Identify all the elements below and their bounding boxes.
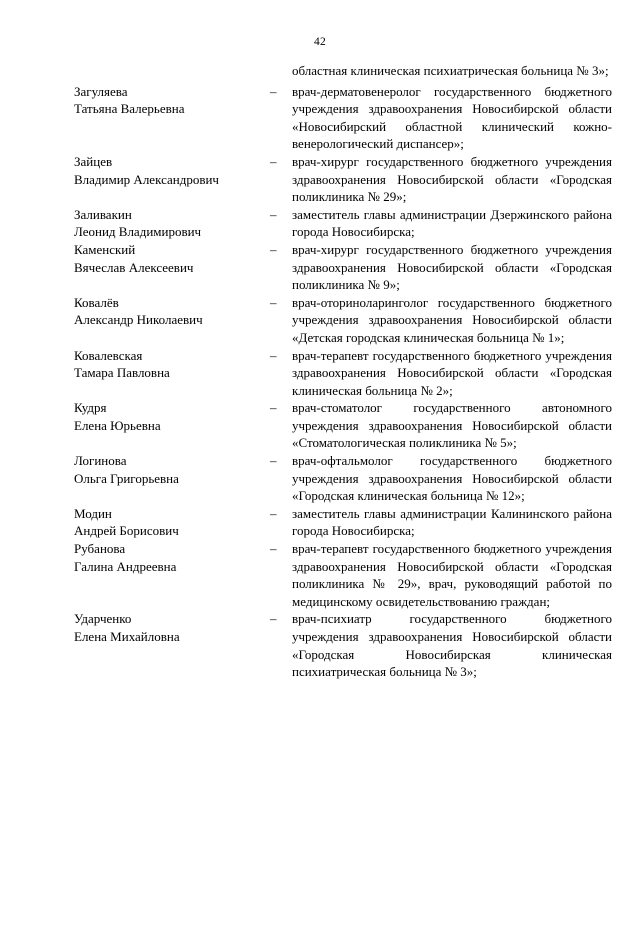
lead-name-cell [74, 62, 270, 80]
entry-description-cell [292, 347, 612, 400]
entry-name-line: Каменский [74, 241, 136, 257]
entries-body [74, 62, 612, 83]
entry-name-line: Елена Михайловна [74, 629, 180, 644]
entry-name-line: Заливакин [74, 206, 132, 222]
entry-description-cell [292, 452, 612, 505]
entry-description: врач-стоматолог государственного автономного учреждения здравоохранения Новосибирской области «Стоматологическая поликлиника № 5»; [292, 400, 612, 451]
entry-dash: – [270, 347, 277, 363]
entry-name-cell [74, 610, 270, 680]
entries-table [74, 62, 612, 83]
entry-row [74, 241, 612, 294]
entry-description-cell [292, 540, 612, 610]
entry-dash: – [270, 505, 277, 521]
entry-name-cell [74, 540, 270, 610]
entry-name-cell [74, 294, 270, 347]
lead-row [74, 62, 612, 80]
entry-dash: – [270, 541, 277, 557]
entry-name-line: Тамара Павловна [74, 365, 170, 381]
entry-name-line: Ковалевская [74, 347, 143, 363]
entry-name-line: Галина Андреевна [74, 558, 177, 574]
entry-description: врач-оториноларинголог государственного бюджетного учреждения здравоохранения Новосибирской области «Детская городская клиническая больница № 1»; [292, 294, 612, 345]
entry-name-line: Вячеслав Алексеевич [74, 259, 194, 275]
entry-name-cell [74, 399, 270, 452]
entry-name-line: Кудря [74, 400, 107, 416]
entry-row [74, 540, 612, 610]
lead-dash-cell [270, 62, 292, 80]
entry-dash: – [270, 241, 277, 257]
entry-name-line: Александр Николаевич [74, 312, 203, 328]
entry-name-cell [74, 206, 270, 241]
entry-row [74, 153, 612, 206]
entry-name-line: Загуляева [74, 83, 128, 99]
entry-description-cell [292, 241, 612, 294]
entry-name-line: Татьяна Валерьевна [74, 101, 185, 117]
entry-dash: – [270, 206, 277, 222]
entry-description: врач-терапевт государственного бюджетного учреждения здравоохранения Новосибирской области «Городская поликлиника № 29», врач, руководящий работой по медицинскому освидетельствованию граждан; [292, 541, 612, 609]
entry-description: врач-хирург государственного бюджетного учреждения здравоохранения Новосибирской области «Городская поликлиника № 9»; [292, 241, 612, 293]
person-entries-table [74, 83, 612, 681]
entry-name-cell [74, 153, 270, 206]
entry-description: врач-терапевт государственного бюджетного учреждения здравоохранения Новосибирской области «Городская клиническая больница № 2»; [292, 347, 612, 398]
entry-dash: – [270, 400, 277, 416]
entry-description-cell [292, 505, 612, 540]
page-content [0, 62, 640, 681]
page-number: 42 [314, 36, 326, 48]
entry-description-cell [292, 294, 612, 347]
entry-name-line: Андрей Борисович [74, 523, 179, 539]
entry-description: врач-психиатр государственного бюджетного учреждения здравоохранения Новосибирской области «Городская Новосибирская клиническая психиатрическая больница № 3»; [292, 611, 612, 680]
entry-row [74, 610, 612, 680]
entry-name-cell [74, 505, 270, 540]
entry-name-line: Ковалёв [74, 294, 119, 310]
entry-description-cell [292, 206, 612, 241]
entry-description-cell [292, 399, 612, 452]
entry-description: заместитель главы администрации Дзержинского района города Новосибирска; [292, 206, 612, 240]
entry-name-line: Зайцев [74, 153, 113, 169]
entry-description: врач-хирург государственного бюджетного учреждения здравоохранения Новосибирской области «Городская поликлиника № 29»; [292, 153, 612, 205]
entry-description-cell [292, 153, 612, 206]
entry-description: врач-офтальмолог государственного бюджетного учреждения здравоохранения Новосибирской области «Городская клиническая больница № 12»; [292, 453, 612, 504]
entry-description: заместитель главы администрации Калининского района города Новосибирска; [292, 505, 612, 539]
entry-name-cell [74, 347, 270, 400]
lead-description-cell [292, 62, 612, 80]
entry-name-line: Ольга Григорьевна [74, 470, 179, 486]
entry-row [74, 206, 612, 241]
entry-name-line: Модин [74, 505, 112, 521]
entry-name-line: Елена Юрьевна [74, 417, 161, 433]
entry-name-cell [74, 83, 270, 153]
entry-description: врач-дерматовенеролог государственного бюджетного учреждения здравоохранения Новосибирской области «Новосибирский областной клинический кожно-венерологический диспансер»; [292, 83, 612, 152]
entry-dash: – [270, 453, 277, 469]
entry-row [74, 294, 612, 347]
entry-name-line: Рубанова [74, 541, 126, 557]
entry-row [74, 83, 612, 153]
entry-name-line: Логинова [74, 453, 127, 469]
entry-row [74, 347, 612, 400]
entry-description-cell [292, 610, 612, 680]
entry-name-line: Ударченко [74, 611, 132, 627]
entry-dash: – [270, 153, 277, 169]
entry-row [74, 452, 612, 505]
entry-dash: – [270, 611, 277, 627]
entry-dash: – [270, 294, 277, 310]
entry-name-line: Леонид Владимирович [74, 224, 202, 240]
entry-dash: – [270, 83, 277, 99]
lead-paragraph: областная клиническая психиатрическая больница № 3»; [292, 63, 609, 78]
person-entries-body [74, 83, 612, 681]
entry-description-cell [292, 83, 612, 153]
entry-row [74, 399, 612, 452]
entry-row [74, 505, 612, 540]
entry-name-cell [74, 241, 270, 294]
entry-name-line: Владимир Александрович [74, 171, 219, 187]
document-page [0, 36, 640, 941]
entry-name-cell [74, 452, 270, 505]
